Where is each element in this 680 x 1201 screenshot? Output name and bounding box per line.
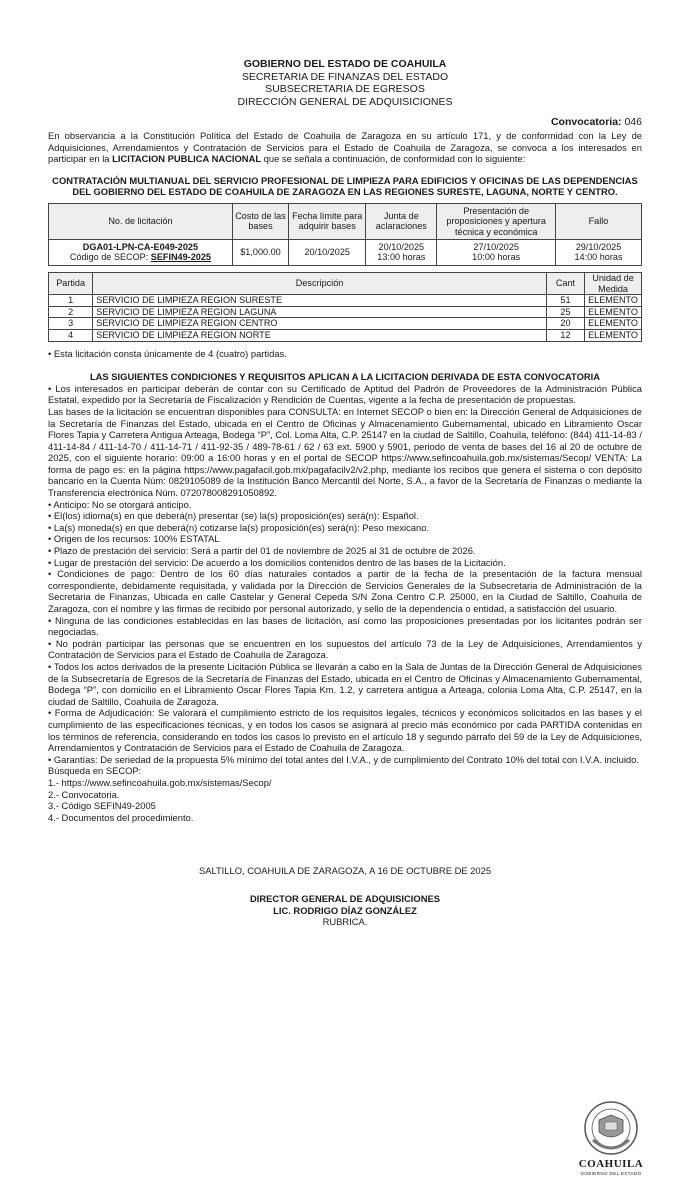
cell-partida: 1 [49, 295, 93, 307]
cell-partida: 3 [49, 318, 93, 330]
cell-fallo [555, 239, 641, 265]
cell-unidad: ELEMENTO [585, 306, 642, 318]
cell-fecha-limite: 20/10/2025 [289, 239, 366, 265]
cell-descripcion: SERVICIO DE LIMPIEZA REGION NORTE [93, 329, 547, 341]
condition-item: • El(los) idioma(s) en que deberá(n) presentar (se) la(s) proposición(es) será(n): Español. [48, 510, 419, 522]
document [48, 58, 642, 928]
th-descripcion: Descripción [93, 272, 547, 294]
partidas-table [48, 272, 642, 342]
intro-paragraph [48, 130, 642, 165]
place-date: SALTILLO, COAHUILA DE ZARAGOZA, A 16 DE OCTUBRE DE 2025 [198, 865, 492, 877]
signer-name: LIC. RODRIGO DÍAZ GONZÁLEZ [273, 904, 417, 916]
signature-block [48, 893, 642, 928]
th-unidad: Unidad de Medida [585, 272, 642, 294]
condition-item: • Forma de Adjudicación: Se valorará el cumplimiento estricto de los requisitos legales, técnicos y económicos solicitados en las bases y el cumplimiento de las especificaciones técnicas, y en todos los casos se asignará al precio más económico por cada PARTIDA contenidas en los términos de referencia, considerando en todos los casos lo previsto en el artículo 18 y segundo párrafo del 59 de la Ley de Adquisiciones, Arrendamientos y Contratación de Servicios para el Estado de Coahuila de Zaragoza. [48, 707, 642, 754]
condition-item: Las bases de la licitación se encuentran disponibles para CONSULTA: en Internet SECOP o bien en: la Dirección General de Adquisiciones de la Secretaría de Finanzas del Estado, ubicada en el Centro de Oficinas y Almacenamiento Gubernamental, ubicado en Libramiento Oscar Flores Tapia y Carretera Antigua Arteaga, Bodega “P”, Col. Loma Alta, C.P. 25147 en la ciudad de Saltillo, Coahuila, teléfono: (844) 411-14-83 / 411-14-84 / 411-14-70 / 411-14-71 / 411-92-35 / 489-78-61 / 62 / 63 ext. 5900 y 5901, periodo de venta de bases del 16 al 20 de octubre de 2025, con el siguiente horario: 09:00 a 16:00 horas y en el portal de SECOP https://www.sefincoahuila.gob.mx/sistemas/Secop/ VENTA: La forma de pago es: en la página https://www.pagafacil.gob.mx/pagafacilv2/v2.php, mediante los recibos que genera el sistema o con depósito bancario en la Cuenta Núm: 0829105089 de la Institución Banco Mercantil del Norte, S.A., a favor de la Secretaría de Finanzas o mediante la Transferencia electrónica Núm. 072078008291050892. [48, 405, 642, 499]
tender-title: CONTRATACIÓN MULTIANUAL DEL SERVICIO PROFESIONAL DE LIMPIEZA PARA EDIFICIOS Y OFICINAS DE LAS DEPENDENCIAS DEL GOBIERNO DEL ESTADO DE COAHUILA DE ZARAGOZA EN LAS REGIONES SURESTE, LAGUNA, NORTE Y CENTRO. [52, 174, 638, 198]
cell-partida: 4 [49, 329, 93, 341]
cell-unidad: ELEMENTO [585, 295, 642, 307]
table-row [49, 318, 642, 330]
cell-cant: 51 [546, 295, 584, 307]
condition-item: • La(s) moneda(s) en que deberá(n) cotizarse la(s) proposición(es) será(n): Peso mexicano. [48, 521, 430, 533]
cell-cant: 25 [546, 306, 584, 318]
presentacion-time: 10:00 horas [472, 252, 521, 263]
table-row [49, 306, 642, 318]
condition-item: • No podrán participar las personas que se encuentren en los supuestos del artículo 73 de la Ley de Adquisiciones, Arrendamientos y Contratación de Servicios para el Estado de Coahuila de Zaragoza. [48, 637, 642, 661]
header-secretaria: SECRETARIA DE FINANZAS DEL ESTADO [241, 70, 449, 83]
licitacion-number: DGA01-LPN-CA-E049-2025 [82, 241, 199, 252]
coahuila-logo [576, 1100, 646, 1180]
cell-unidad: ELEMENTO [585, 329, 642, 341]
logo-name: COAHUILA [578, 1158, 644, 1170]
cell-descripcion: SERVICIO DE LIMPIEZA REGION CENTRO [93, 318, 547, 330]
cell-descripcion: SERVICIO DE LIMPIEZA REGION SURESTE [93, 295, 547, 307]
cell-licitacion [49, 239, 233, 265]
convocatoria-label: Convocatoria: [550, 116, 622, 128]
partidas-table-header [49, 272, 642, 294]
th-licitacion: No. de licitación [49, 203, 233, 239]
tender-table [48, 203, 642, 266]
th-partida: Partida [49, 272, 93, 294]
condition-item: • Anticipo: No se otorgará anticipo. [48, 498, 192, 510]
condition-item: • Los interesados en participar deberán de contar con su Certificado de Aptitud del Padrón de Proveedores de la Administración Pública Estatal, expedido por la Secretaría de Fiscalización y Rendición de Cuentas, vigente a la fecha de presentación de propuestas. [48, 382, 642, 406]
signer-title: DIRECTOR GENERAL DE ADQUISICIONES [250, 893, 440, 905]
cell-costo: $1,000.00 [232, 239, 288, 265]
cell-presentacion [437, 239, 556, 265]
cell-descripcion: SERVICIO DE LIMPIEZA REGION LAGUNA [93, 306, 547, 318]
secop-step: 3.- Código SEFIN49-2005 [48, 800, 156, 812]
th-fallo: Fallo [555, 203, 641, 239]
presentacion-date: 27/10/2025 [473, 241, 519, 252]
cell-partida: 2 [49, 306, 93, 318]
condition-item: • Lugar de prestación del servicio: De acuerdo a los domicilios contenidos dentro de las bases de la Licitación. [48, 556, 506, 568]
fallo-time: 14:00 horas [574, 252, 623, 263]
secop-step: 2.- Convocatoria. [48, 788, 120, 800]
secop-search-label: Búsqueda en SECOP: [48, 765, 142, 777]
header-direccion: DIRECCIÓN GENERAL DE ADQUISICIONES [237, 95, 453, 108]
state-seal-icon [583, 1100, 639, 1156]
th-junta: Junta de aclaraciones [366, 203, 437, 239]
cell-unidad: ELEMENTO [585, 318, 642, 330]
secop-step: 1.- https://www.sefincoahuila.gob.mx/sistemas/Secop/ [48, 776, 272, 788]
cell-junta [366, 239, 437, 265]
intro-text: En observancia a la Constitución Política del Estado de Coahuila de Zaragoza en su artículo 171, y de conformidad con la Ley de Adquisiciones, Arrendamientos y Contratación de Servicios para el Estado de Coahuila de Zaragoza, se convoca a los interesados en participar en la [48, 130, 642, 165]
tender-table-header [49, 203, 642, 239]
secop-label: Código de SECOP: [69, 252, 151, 263]
convocatoria [48, 116, 642, 128]
conditions-list [48, 383, 642, 824]
table-row [49, 329, 642, 341]
th-cant: Cant [546, 272, 584, 294]
secop-value: SEFIN49-2025 [150, 252, 211, 263]
header [48, 58, 642, 108]
cell-cant: 12 [546, 329, 584, 341]
junta-time: 13:00 horas [377, 252, 426, 263]
rubrica: RUBRICA. [322, 916, 368, 928]
th-fecha-limite: Fecha límite para adquirir bases [289, 203, 366, 239]
partidas-note: • Esta licitación consta únicamente de 4 (cuatro) partidas. [48, 347, 287, 359]
intro-text-end: que se señala a continuación, de conformidad con lo siguiente: [261, 153, 526, 165]
secop-step: 4.- Documentos del procedimiento. [48, 811, 194, 823]
secop-code [51, 252, 230, 263]
condition-item: • Plazo de prestación del servicio: Será a partir del 01 de noviembre de 2025 al 31 de octubre de 2026. [48, 545, 476, 557]
table-row [49, 239, 642, 265]
intro-bold: LICITACION PUBLICA NACIONAL [112, 153, 262, 165]
junta-date: 20/10/2025 [378, 241, 425, 252]
condition-item: • Ninguna de las condiciones establecidas en las bases de licitación, así como las proposiciones presentadas por los licitantes podrán ser negociadas. [48, 614, 642, 638]
condition-item: • Garantías: De seriedad de la propuesta 5% mínimo del total antes del I.V.A., y de cumplimiento del Contrato 10% del total con I.V.A. incluido. [48, 753, 639, 765]
table-row [49, 295, 642, 307]
fallo-date: 29/10/2025 [575, 241, 622, 252]
convocatoria-number: 046 [624, 116, 642, 128]
th-costo: Costo de las bases [232, 203, 288, 239]
condition-item: • Todos los actos derivados de la presente Licitación Pública se llevarán a cabo en la Sala de Juntas de la Dirección General de Adquisiciones de la Subsecretaría de Egresos de la Secretaría de Finanzas del Estado, ubicada en el Centro de Oficinas y Almacenamiento Gubernamental, Bodega “P”, con domicilio en el Libramiento Oscar Flores Tapia Km. 1.2, y carretera antigua a Arteaga, colonia Loma Alta, C.P. 25147, en la ciudad de Saltillo, Coahuila de Zaragoza. [48, 660, 642, 707]
logo-subtitle: GOBIERNO DEL ESTADO [580, 1171, 642, 1176]
condition-item: • Origen de los recursos: 100% ESTATAL [48, 533, 220, 545]
th-presentacion: Presentación de proposiciones y apertura técnica y económica [437, 203, 556, 239]
cell-cant: 20 [546, 318, 584, 330]
header-subsecretaria: SUBSECRETARIA DE EGRESOS [265, 83, 425, 95]
condition-item: • Condiciones de pago: Dentro de los 60 días naturales contados a partir de la fecha de la presentación de la factura mensual correspondiente, debidamente requisitada, y validada por la Dirección de Servicios Generales de la Subsecretaria de Administración de la Secretaria de Finanzas, Ubicada en calle Castelar y General Cepeda S/N Zona Centro C.P. 25000, en la Ciudad de Saltillo, Coahuila de Zaragoza, con el nombre y las firmas de recibido por personal autorizado, y sello de la dependencia o entidad, a satisfacción del usuario. [48, 568, 642, 614]
conditions-title: LAS SIGUIENTES CONDICIONES Y REQUISITOS APLICAN A LA LICITACION DERIVADA DE ESTA CONVOCATORIA [89, 371, 601, 383]
header-government: GOBIERNO DEL ESTADO DE COAHUILA [243, 58, 447, 70]
